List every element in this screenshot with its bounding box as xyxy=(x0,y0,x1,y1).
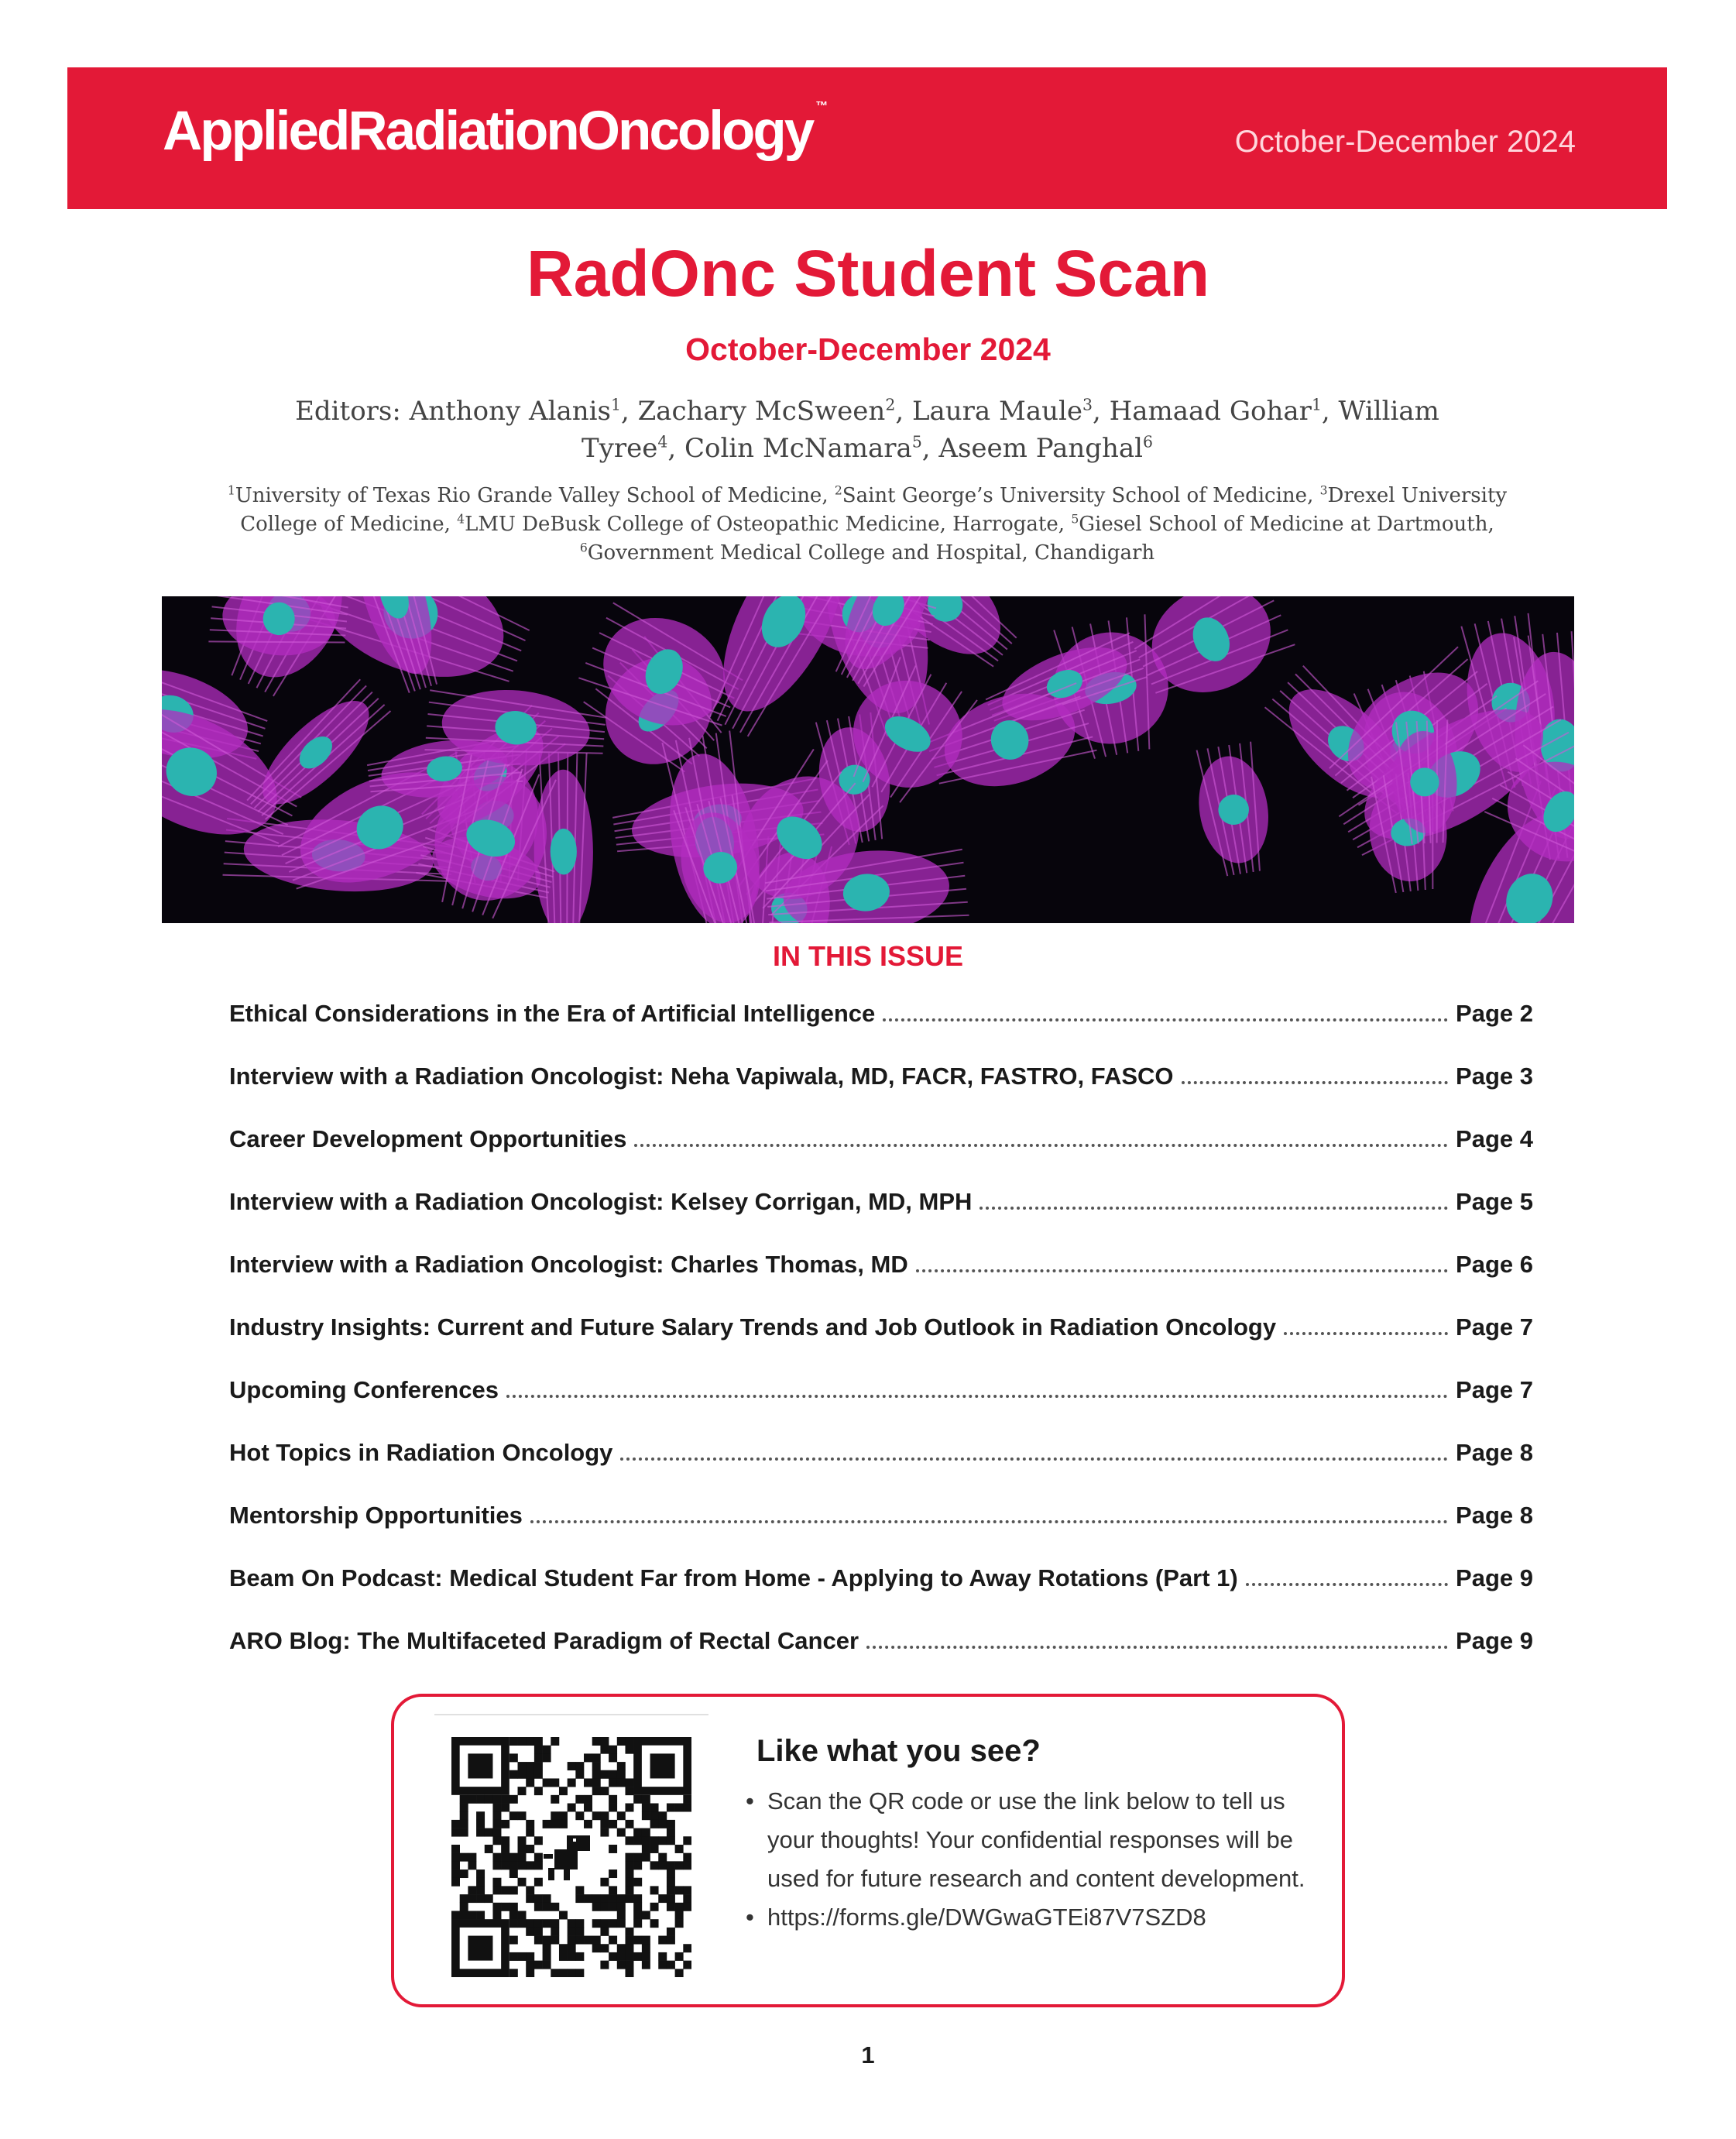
toc-entry[interactable] xyxy=(229,1056,1533,1090)
dot-leader xyxy=(1246,1583,1448,1586)
affiliation-marker: 1 xyxy=(227,483,235,498)
brand-logo xyxy=(163,100,828,163)
dot-leader xyxy=(634,1144,1448,1147)
toc-entry-page: Page 8 xyxy=(1456,1502,1533,1529)
affiliation: Drexel University College of Medicine xyxy=(240,484,1508,536)
toc-entry-title: Career Development Opportunities xyxy=(229,1125,627,1152)
affiliation-marker: 6 xyxy=(579,541,588,555)
dot-leader xyxy=(506,1395,1448,1398)
toc-entry-page: Page 9 xyxy=(1456,1564,1533,1591)
toc-entry-title: Beam On Podcast: Medical Student Far from Home - Applying to Away Rotations (Part 1) xyxy=(229,1564,1238,1591)
toc-entry-title: Interview with a Radiation Oncologist: Neha Vapiwala, MD, FACR, FASTRO, FASCO xyxy=(229,1063,1174,1090)
affiliation: Government Medical College and Hospital, Chandigarh xyxy=(587,541,1155,565)
qr-code[interactable] xyxy=(451,1737,691,1977)
brand-trademark: ™ xyxy=(815,100,829,113)
dot-leader xyxy=(883,1018,1448,1021)
in-this-issue-heading: IN THIS ISSUE xyxy=(772,940,964,972)
editor-name: William Tyree xyxy=(581,396,1439,464)
toc-entry[interactable] xyxy=(229,1307,1533,1341)
toc-entry-title: Interview with a Radiation Oncologist: Charles Thomas, MD xyxy=(229,1251,908,1278)
toc-entry[interactable] xyxy=(229,1119,1533,1153)
editor-name: Laura Maule xyxy=(911,396,1082,427)
toc-entry[interactable] xyxy=(229,1245,1533,1279)
toc-entry[interactable] xyxy=(229,1433,1533,1467)
feedback-heading: Like what you see? xyxy=(756,1734,1041,1768)
cell xyxy=(1190,740,1278,878)
editor-affiliation-marker: 6 xyxy=(1143,432,1154,451)
feedback-box xyxy=(391,1694,1345,2007)
toc-entry-page: Page 7 xyxy=(1456,1376,1533,1403)
editor-affiliation-marker: 4 xyxy=(657,432,668,451)
dot-leader xyxy=(620,1457,1448,1461)
toc-entry[interactable] xyxy=(229,1558,1533,1592)
page-title: RadOnc Student Scan xyxy=(526,237,1210,310)
dot-leader xyxy=(980,1207,1448,1210)
editor-name: Colin McNamara xyxy=(684,433,912,464)
toc-entry[interactable] xyxy=(229,1370,1533,1404)
editor-affiliation-marker: 3 xyxy=(1082,395,1093,414)
toc-entry-title: Ethical Considerations in the Era of Artificial Intelligence xyxy=(229,1000,876,1027)
affiliation: University of Texas Rio Grande Valley School of Medicine xyxy=(235,484,822,507)
toc-entry-page: Page 8 xyxy=(1456,1439,1533,1466)
feedback-link[interactable]: • https://forms.gle/DWGwaGTEi87V7SZD8 xyxy=(741,1898,1329,1937)
page-subtitle: October-December 2024 xyxy=(685,331,1051,367)
toc-entry-page: Page 5 xyxy=(1456,1188,1533,1215)
header-date: October-December 2024 xyxy=(1234,125,1576,159)
toc-entry-page: Page 2 xyxy=(1456,1000,1533,1027)
cell-microscopy-image xyxy=(162,596,1574,923)
header-bar xyxy=(67,67,1667,209)
divider xyxy=(434,1714,708,1715)
toc-entry-title: ARO Blog: The Multifaceted Paradigm of Rectal Cancer xyxy=(229,1627,859,1654)
toc-entry-page: Page 9 xyxy=(1456,1627,1533,1654)
affiliations: $^1$University of Texas Rio Grande Valley School of Medicine, $^2$Saint George’s University School of Medicine, $^3$Drexel University College of Medicine, $^4$LMU DeBusk College of Osteopathic Medicine, Harrogate, $^5$Giesel School of Medicine at Dartmouth, $^6$Government Medical College and Hospital, Chandigarh xyxy=(227,483,1508,565)
toc-entry[interactable] xyxy=(229,1495,1533,1530)
page-number: 1 xyxy=(861,2041,875,2069)
affiliation: LMU DeBusk College of Osteopathic Medicine, Harrogate xyxy=(465,513,1058,536)
editors-prefix: Editors: xyxy=(295,396,410,427)
affiliation-marker: 5 xyxy=(1071,512,1079,527)
affiliation-marker: 3 xyxy=(1319,483,1328,498)
toc-entry-page: Page 6 xyxy=(1456,1251,1533,1278)
cell-microscopy-banner xyxy=(162,596,1574,923)
affiliation-marker: 2 xyxy=(834,483,842,498)
affiliation: Saint George’s University School of Medicine xyxy=(842,484,1308,507)
toc-entry-title: Interview with a Radiation Oncologist: Kelsey Corrigan, MD, MPH xyxy=(229,1188,973,1215)
toc-entry[interactable] xyxy=(229,1182,1533,1216)
editor-affiliation-marker: 1 xyxy=(610,395,621,414)
cell xyxy=(208,596,350,661)
toc-entry-title: Upcoming Conferences xyxy=(229,1376,499,1403)
brand-name: AppliedRadiationOncology xyxy=(163,101,813,162)
editor-name: Aseem Panghal xyxy=(938,433,1144,464)
dot-leader xyxy=(916,1269,1448,1272)
affiliation-marker: 4 xyxy=(457,512,465,527)
toc-entry[interactable] xyxy=(229,994,1533,1028)
editor-affiliation-marker: 5 xyxy=(911,432,922,451)
dinosaur-icon xyxy=(544,1835,590,1880)
editor-affiliation-marker: 2 xyxy=(885,395,896,414)
dot-leader xyxy=(1284,1332,1448,1335)
toc-entry-page: Page 4 xyxy=(1456,1125,1533,1152)
editor-name: Zachary McSween xyxy=(637,396,886,427)
dot-leader xyxy=(1182,1081,1449,1084)
dot-leader xyxy=(530,1520,1448,1523)
toc-entry-title: Hot Topics in Radiation Oncology xyxy=(229,1439,613,1466)
editor-name: Anthony Alanis xyxy=(409,396,611,427)
toc-entry-title: Industry Insights: Current and Future Salary Trends and Job Outlook in Radiation Oncology xyxy=(229,1313,1277,1341)
feedback-list xyxy=(741,1782,1329,1937)
editors-line: Editors: Anthony Alanis$^1$, Zachary McSween$^2$, Laura Maule$^3$, Hamaad Gohar$^1$, William Tyree$^4$, Colin McNamara$^5$, Aseem Panghal$^6$ xyxy=(295,395,1439,464)
toc-entry-title: Mentorship Opportunities xyxy=(229,1502,523,1529)
affiliation: Giesel School of Medicine at Dartmouth xyxy=(1079,513,1488,536)
editor-affiliation-marker: 1 xyxy=(1311,395,1322,414)
toc-entry-page: Page 3 xyxy=(1456,1063,1533,1090)
feedback-instruction: • Scan the QR code or use the link below to tell us your thoughts! Your confidential responses will be used for future research and content development. xyxy=(741,1782,1329,1898)
toc-entry[interactable] xyxy=(229,1621,1533,1655)
editor-name: Hamaad Gohar xyxy=(1109,396,1312,427)
toc-entry-page: Page 7 xyxy=(1456,1313,1533,1341)
dot-leader xyxy=(866,1646,1448,1649)
